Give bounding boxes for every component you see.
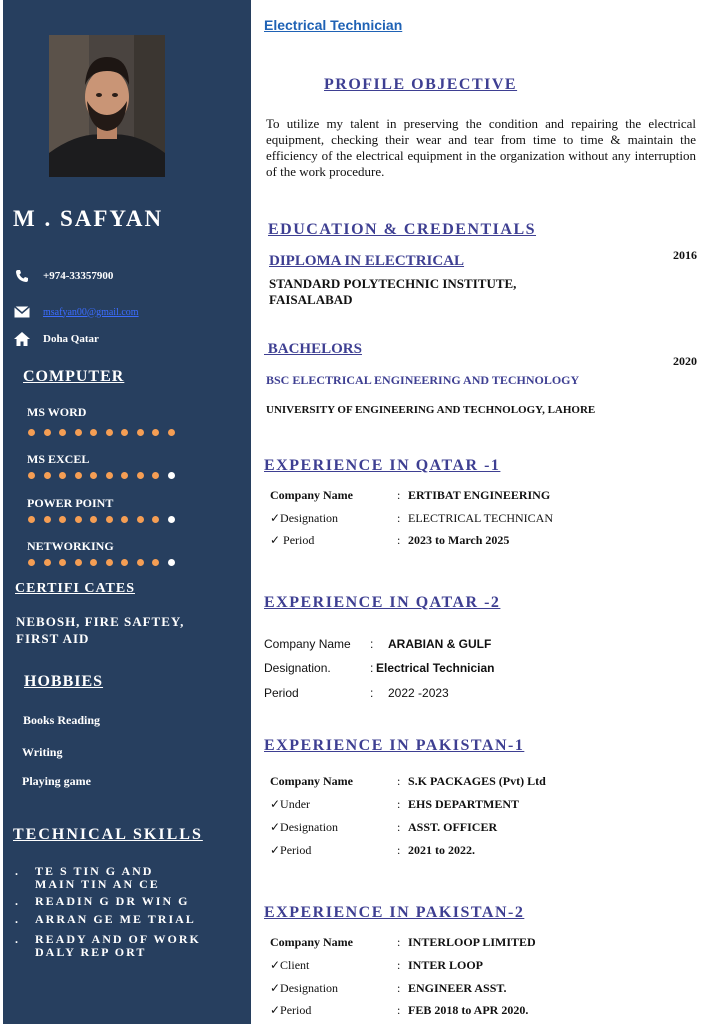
profile-objective-heading: PROFILE OBJECTIVE [324, 76, 518, 93]
certificates-line-1: NEBOSH, FIRE SAFTEY, [16, 614, 185, 629]
experience-field-label: ✓Designation [270, 981, 339, 995]
email-link[interactable]: msafyan00@gmail.com [43, 306, 139, 318]
experience-field-colon: : [370, 661, 374, 675]
rating-dot-filled [75, 429, 82, 436]
rating-dot-filled [168, 429, 175, 436]
experience-field-label: Company Name [270, 774, 353, 788]
rating-dot-filled [59, 472, 66, 479]
skill-rating [28, 559, 175, 566]
experience-field-colon: : [397, 981, 401, 995]
skill-label: MS WORD [27, 405, 87, 419]
hobby-item: Books Reading [23, 713, 101, 727]
rating-dot-filled [90, 516, 97, 523]
rating-dot-filled [106, 559, 113, 566]
bullet: . [15, 932, 20, 946]
experience-field-label: ✓Designation [270, 511, 339, 525]
phone-icon [13, 269, 31, 283]
rating-dot-filled [137, 516, 144, 523]
education-year: 2020 [673, 354, 697, 368]
experience-field-label: ✓Under [270, 797, 311, 811]
technical-skill-item: . READIN G DR WIN G [15, 894, 190, 908]
experience-heading: EXPERIENCE IN PAKISTAN-1 [264, 737, 525, 754]
skill-rating [28, 429, 175, 436]
skill-label: MS EXCEL [27, 452, 90, 466]
experience-field-value: 2022 -2023 [388, 686, 449, 700]
education-university: UNIVERSITY OF ENGINEERING AND TECHNOLOGY, LAHORE [266, 404, 596, 416]
experience-field-value: INTER LOOP [408, 958, 484, 972]
certificates-line-2: FIRST AID [16, 631, 90, 646]
experience-field-colon: : [397, 1003, 401, 1017]
rating-dot-empty [168, 516, 175, 523]
rating-dot-filled [152, 516, 159, 523]
experience-field-label: Company Name [264, 637, 351, 651]
experience-field-value: ELECTRICAL TECHNICAN [408, 511, 553, 525]
experience-field-colon: : [397, 958, 401, 972]
experience-field-value: 2023 to March 2025 [408, 533, 510, 547]
rating-dot-filled [75, 472, 82, 479]
location-row [13, 332, 99, 346]
experience-field-value: EHS DEPARTMENT [408, 797, 520, 811]
rating-dot-filled [44, 516, 51, 523]
rating-dot-filled [90, 559, 97, 566]
profile-photo [49, 35, 165, 177]
experience-field-label: Period [264, 686, 299, 700]
rating-dot-filled [137, 559, 144, 566]
education-degree: BSC ELECTRICAL ENGINEERING AND TECHNOLOGY [266, 373, 580, 387]
rating-dot-filled [137, 429, 144, 436]
rating-dot-filled [28, 516, 35, 523]
experience-field-colon: : [370, 686, 374, 700]
bullet: . [15, 894, 20, 908]
rating-dot-empty [168, 559, 175, 566]
rating-dot-filled [90, 429, 97, 436]
email-row [13, 305, 139, 319]
bullet: . [15, 912, 20, 926]
experience-field-value: ERTIBAT ENGINEERING [408, 488, 551, 502]
rating-dot-filled [106, 516, 113, 523]
envelope-icon [13, 305, 31, 319]
rating-dot-filled [121, 429, 128, 436]
experience-field-colon: : [397, 820, 401, 834]
skill-label: NETWORKING [27, 539, 114, 553]
rating-dot-filled [152, 472, 159, 479]
skill-rating [28, 472, 175, 479]
technical-skill-item: . READY AND OF WORK DALY REP ORT [15, 932, 201, 959]
experience-heading: EXPERIENCE IN PAKISTAN-2 [264, 904, 525, 921]
rating-dot-filled [121, 472, 128, 479]
education-city: FAISALABAD [269, 292, 353, 307]
bullet: . [15, 864, 20, 878]
education-institute: STANDARD POLYTECHNIC INSTITUTE, [269, 276, 517, 291]
candidate-name: M . SAFYAN [13, 206, 164, 231]
rating-dot-filled [59, 516, 66, 523]
rating-dot-filled [44, 559, 51, 566]
experience-field-label: ✓Client [270, 958, 310, 972]
experience-heading: EXPERIENCE IN QATAR -2 [264, 594, 501, 611]
job-title-link[interactable]: Electrical Technician [264, 17, 403, 33]
experience-field-value: FEB 2018 to APR 2020. [408, 1003, 529, 1017]
rating-dot-empty [168, 472, 175, 479]
experience-field-colon: : [397, 511, 401, 525]
rating-dot-filled [28, 472, 35, 479]
rating-dot-filled [152, 429, 159, 436]
experience-field-label: ✓Designation [270, 820, 339, 834]
rating-dot-filled [28, 429, 35, 436]
certificates-heading: CERTIFI CATES [15, 581, 135, 596]
rating-dot-filled [90, 472, 97, 479]
experience-field-colon: : [397, 488, 401, 502]
skill-rating [28, 516, 175, 523]
rating-dot-filled [137, 472, 144, 479]
profile-photo-image [49, 35, 165, 177]
rating-dot-filled [44, 472, 51, 479]
rating-dot-filled [106, 472, 113, 479]
rating-dot-filled [121, 559, 128, 566]
experience-field-label: Company Name [270, 488, 353, 502]
phone-row [13, 269, 113, 283]
technical-skill-item: . ARRAN GE ME TRIAL [15, 912, 196, 926]
experience-field-colon: : [397, 774, 401, 788]
experience-field-value: 2021 to 2022. [408, 843, 475, 857]
education-title: BACHELORS [264, 341, 362, 357]
rating-dot-filled [75, 516, 82, 523]
experience-field-value: Electrical Technician [376, 661, 495, 675]
experience-field-colon: : [397, 843, 401, 857]
experience-field-colon: : [397, 797, 401, 811]
technical-skill-item: . TE S TIN G AND MAIN TIN AN CE [15, 864, 160, 891]
hobby-item: Playing game [22, 774, 91, 788]
rating-dot-filled [75, 559, 82, 566]
experience-field-label: ✓Period [270, 1003, 312, 1017]
home-icon [13, 332, 31, 346]
experience-field-label: Company Name [270, 935, 353, 949]
experience-field-value: ARABIAN & GULF [388, 637, 492, 651]
experience-field-colon: : [397, 533, 401, 547]
rating-dot-filled [152, 559, 159, 566]
experience-field-value: S.K PACKAGES (Pvt) Ltd [408, 774, 546, 788]
hobby-item: Writing [22, 745, 63, 759]
hobbies-heading: HOBBIES [24, 673, 104, 690]
experience-field-colon: : [370, 637, 374, 651]
rating-dot-filled [59, 429, 66, 436]
experience-field-value: ENGINEER ASST. [408, 981, 507, 995]
experience-field-label: ✓ Period [270, 533, 315, 547]
rating-dot-filled [59, 559, 66, 566]
phone-number: +974-33357900 [43, 270, 114, 282]
experience-field-colon: : [397, 935, 401, 949]
skill-label: POWER POINT [27, 496, 114, 510]
experience-field-label: Designation. [264, 661, 331, 675]
experience-heading: EXPERIENCE IN QATAR -1 [264, 457, 501, 474]
education-title: DIPLOMA IN ELECTRICAL [269, 253, 465, 269]
education-year: 2016 [673, 248, 697, 262]
rating-dot-filled [44, 429, 51, 436]
rating-dot-filled [28, 559, 35, 566]
experience-field-value: ASST. OFFICER [408, 820, 498, 834]
sidebar [3, 0, 251, 1024]
rating-dot-filled [121, 516, 128, 523]
experience-field-label: ✓Period [270, 843, 312, 857]
profile-objective-text: To utilize my talent in preserving the condition and repairing the electrical equipment, checking their wear and tear from time to time & maintain the efficiency of the electrical equipment in the organization without any interruption of the work procedure. [266, 116, 696, 179]
computer-heading: COMPUTER [23, 368, 125, 385]
rating-dot-filled [106, 429, 113, 436]
experience-field-value: INTERLOOP LIMITED [408, 935, 536, 949]
education-heading: EDUCATION & CREDENTIALS [268, 221, 537, 238]
technical-skills-heading: TECHNICAL SKILLS [13, 826, 203, 843]
location-text: Doha Qatar [43, 333, 99, 345]
